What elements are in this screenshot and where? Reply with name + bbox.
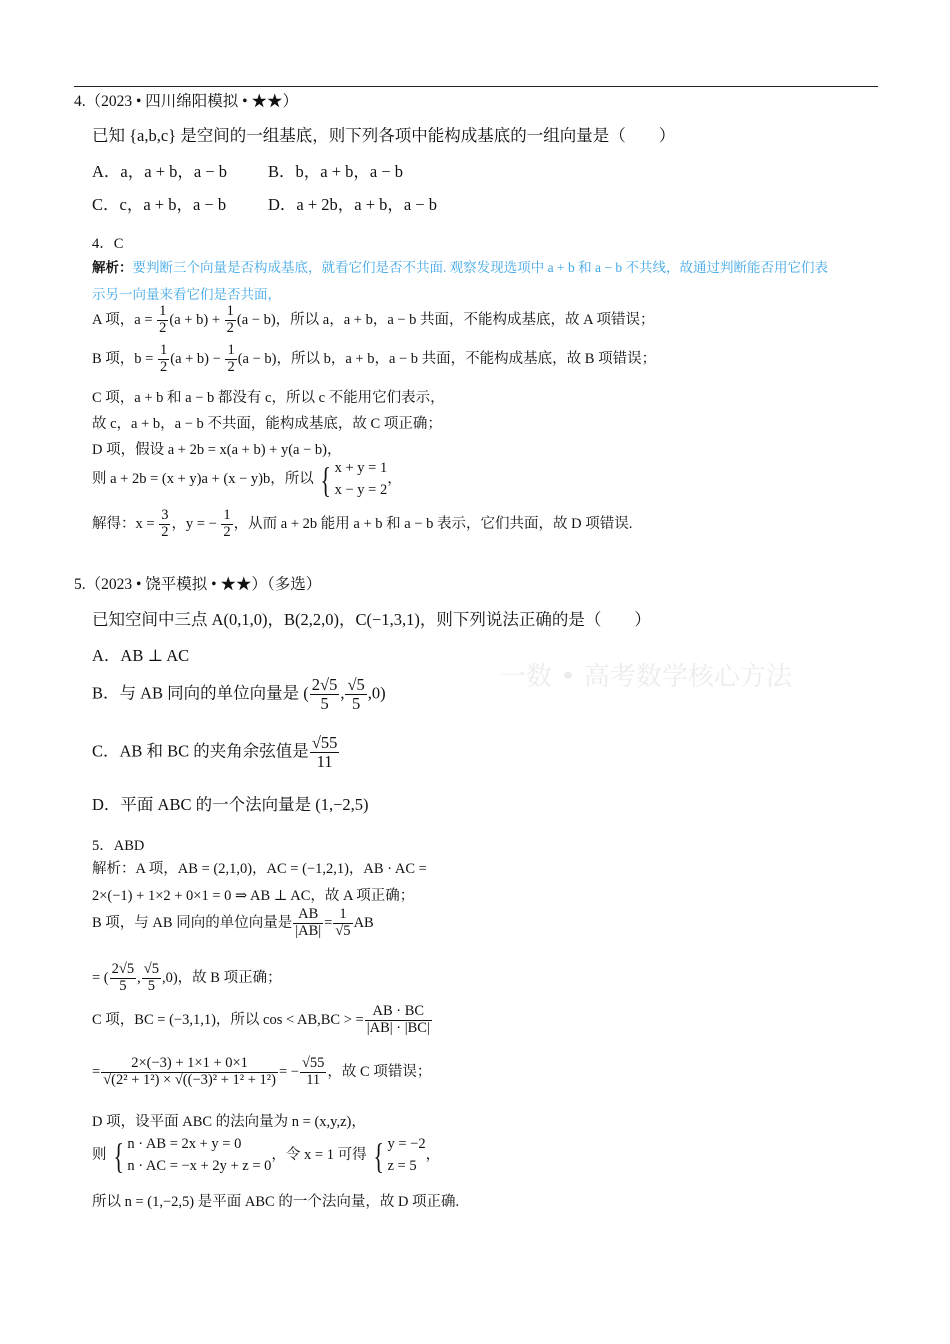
q4-step-d-3: 解得：x = $\frac{3}{2}$ ，y = − $\frac{1}{2}$ ，从而 a + 2b 能用 a + b 和 a − b 表示，它们共面，故 D 项错误. [92,507,633,540]
q5-header: 5.（2023 • 饶平模拟 • ★★）（多选） [74,576,322,593]
q4-step-c-2: 故 c，a + b，a − b 不共面，能构成基底，故 C 项正确； [92,416,442,432]
q5-step-d-1: D 项，设平面 ABC 的法向量为 n = (x,y,z)， [92,1114,366,1130]
watermark: 一数 • 高考数学核心方法 [500,662,792,692]
q4-option-c: C．c，a + b，a − b [92,195,227,214]
q4-analysis-line-1 [92,256,828,276]
q5-option-b: B．与 AB 同向的单位向量是 ( $\frac{2√5}{5}$ , $\frac{√5}{5}$ ,0) [92,675,386,714]
q5-step-b: B 项，与 AB 同向的单位向量是 $\frac{AB}{|AB|}$ = $\frac{1}{√5}$ AB [92,906,374,939]
q4-step-d-1: D 项，假设 a + 2b = x(a + b) + y(a − b)， [92,442,342,458]
q4-answer: 4．C [92,236,124,252]
q5-step-d-3: 所以 n = (1,−2,5) 是平面 ABC 的一个法向量，故 D 项正确. [92,1194,460,1210]
q4-step-a: A 项，a = $\frac{1}{2}$ (a + b) + $\frac{1}{2}$ (a − b)，所以 a，a + b，a − b 共面，不能构成基底，故 A 项错误； [92,303,655,336]
q5-step-c: C 项，BC = (−3,1,1)，所以 cos < AB,BC > = $\frac{AB \cdot BC}{|AB| \cdot |BC|}$ [92,1003,430,1036]
q5-step-b-2: = ( $\frac{2√5}{5}$ , $\frac{√5}{5}$ ,0)，故 B 项正确； [92,961,282,994]
top-rule [74,86,878,87]
q4-analysis-line-2: 示另一向量来看它们是否共面， [92,287,281,302]
q4-step-b: B 项，b = $\frac{1}{2}$ (a + b) − $\frac{1}{2}$ (a − b)，所以 b，a + b，a − b 共面，不能构成基底，故 B 项错误； [92,342,657,375]
q5-stem: 已知空间中三点 A(0,1,0)，B(2,2,0)，C(−1,3,1)，则下列说法正确的是（ ） [92,610,651,629]
q4-analysis-text-1: 要判断三个向量是否构成基底，就看它们是否不共面. 观察发现选项中 a + b 和 a − b 不共线，故通过判断能否用它们表 [132,260,828,275]
q5-step-c-2: = $\frac{2\times(-3) + 1\times 1 + 0\times 1}{\text{√(2² + 1²) × √((−3)² + 1² + 1²)}}$ = − $\frac{√55}{11}$ ，故 C 项错误； [92,1055,432,1088]
q5-answer: 5．ABD [92,838,145,854]
q4-option-b: B．b，a + b，a − b [268,162,404,181]
analysis-label: 解析： [92,260,133,275]
q4-stem: 已知 {a,b,c} 是空间的一组基底，则下列各项中能构成基底的一组向量是（ ） [92,126,676,145]
q5-step-a-2: 2×(−1) + 1×2 + 0×1 = 0 ⇒ AB ⊥ AC，故 A 项正确； [92,888,415,904]
q5-option-a: A．AB ⊥ AC [92,646,190,665]
q5-step-d-2: 则 { n · AB = 2x + y = 0 n · AC = −x + 2y + z = 0 ，令 x = 1 可得 { y = −2 z = 5 ， [92,1135,441,1176]
q5-step-a-1: 解析：A 项，AB = (2,1,0)，AC = (−1,2,1)，AB · AC = [92,861,427,877]
q4-option-a: A．a，a + b，a − b [92,162,227,181]
q5-option-d: D．平面 ABC 的一个法向量是 (1,−2,5) [92,795,369,814]
q5-option-c: C．AB 和 BC 的夹角余弦值是 $\frac{√55}{11}$ [92,733,338,772]
q4-step-d-2: 则 a + 2b = (x + y)a + (x − y)b，所以 { x + y = 1 x − y = 2 ， [92,459,402,500]
q4-option-d: D．a + 2b，a + b，a − b [268,195,438,214]
q4-header: 4.（2023 • 四川绵阳模拟 • ★★） [74,93,298,110]
q4-step-c-1: C 项，a + b 和 a − b 都没有 c，所以 c 不能用它们表示， [92,390,445,406]
